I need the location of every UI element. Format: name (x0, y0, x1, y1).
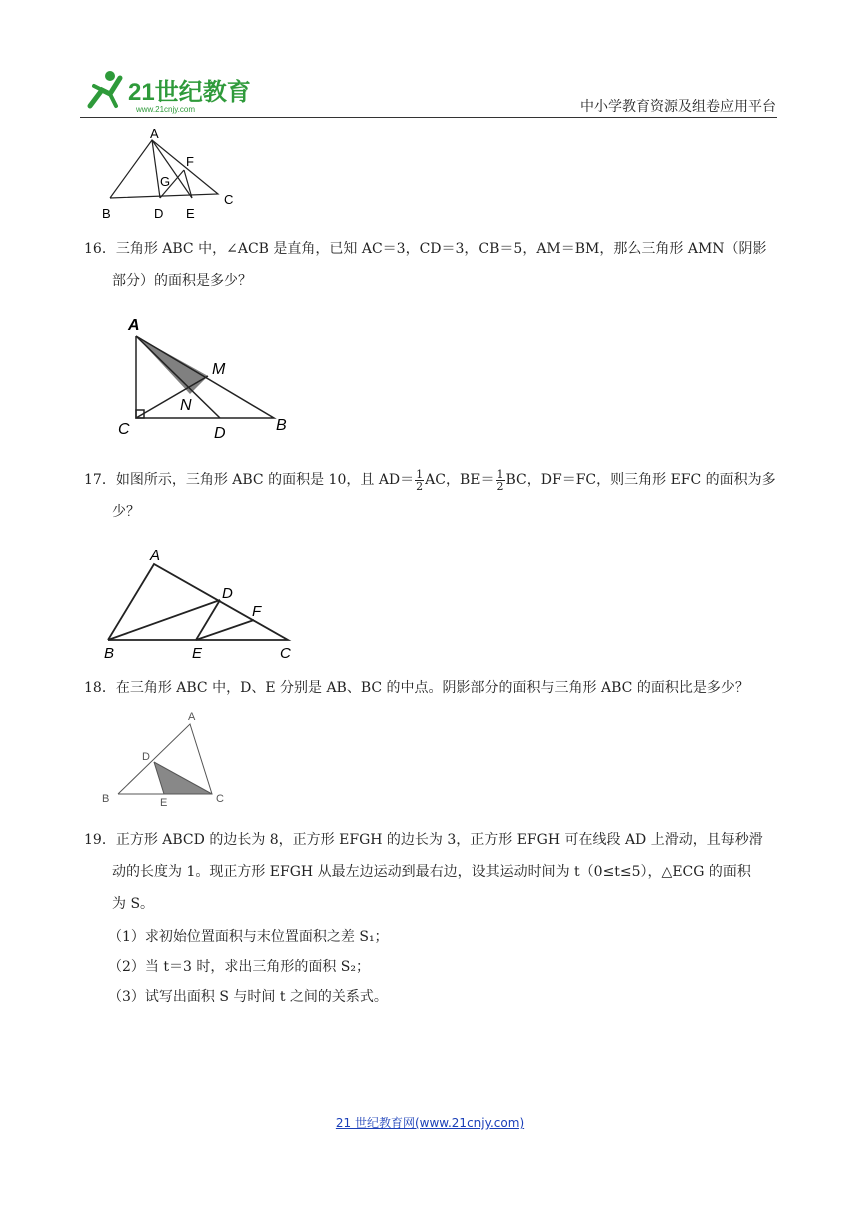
header-divider (80, 117, 777, 118)
question-18 (84, 672, 784, 704)
page-footer (0, 1114, 860, 1131)
figure-q16 (108, 306, 308, 446)
question-text: 在三角形 ABC 中，D、E 分别是 AB、BC 的中点。阴影部分的面积与三角形 ABC 的面积比是多少？ (115, 680, 749, 696)
sub-question-2: （2）当 t＝3 时，求出三角形的面积 S₂； (108, 959, 370, 975)
label-M: M (212, 361, 226, 378)
logo-url-text: www.21cnjy.com (136, 105, 195, 114)
question-19 (84, 824, 784, 920)
fraction-one-half: $\frac{1}{2}$ (496, 467, 504, 493)
label-D: D (142, 751, 150, 763)
question-number: 19． (84, 832, 116, 848)
label-E: E (160, 797, 168, 809)
label-N: N (180, 397, 192, 414)
label-F: F (252, 603, 262, 620)
question-text: BC，DF＝FC，则三角形 EFC 的面积为多 (505, 472, 776, 488)
question-text-cont: 部分）的面积是多少？ (112, 273, 252, 289)
sub-question-1: （1）求初始位置面积与末位置面积之差 S₁； (108, 929, 389, 945)
label-D: D (222, 585, 233, 602)
label-A: A (150, 547, 161, 564)
label-A: A (188, 711, 196, 723)
figure-q18 (100, 706, 240, 810)
label-F: F (186, 154, 194, 169)
label-C: C (224, 192, 234, 207)
question-text-cont: 少？ (112, 504, 140, 520)
question-text: 三角形 ABC 中，∠ACB 是直角，已知 AC＝3，CD＝3，CB＝5，AM＝BM，那么三角形 AMN（阴影 (115, 241, 767, 257)
question-19-parts (108, 922, 389, 1012)
label-B: B (276, 417, 287, 434)
question-number: 18． (84, 680, 116, 696)
fraction-one-half: $\frac{1}{2}$ (416, 467, 424, 493)
site-logo (80, 68, 250, 116)
figure-q17 (100, 544, 300, 664)
label-G: G (160, 174, 171, 189)
label-D: D (214, 425, 226, 442)
label-A: A (128, 317, 140, 334)
question-number: 17． (84, 472, 116, 488)
label-C: C (280, 645, 291, 662)
question-text-cont: 为 S。 (112, 896, 155, 912)
question-text-cont: 动的长度为 1。现正方形 EFGH 从最左边运动到最右边，设其运动时间为 t（0≤t≤5），△ECG 的面积 (112, 864, 751, 880)
label-B: B (102, 206, 111, 221)
question-number: 16． (84, 241, 116, 257)
question-16 (84, 233, 784, 297)
footer-link[interactable]: 21 世纪教育网(www.21cnjy.com) (335, 1116, 525, 1130)
platform-title: 中小学教育资源及组卷应用平台 (580, 99, 776, 115)
sub-question-3: （3）试写出面积 S 与时间 t 之间的关系式。 (108, 989, 388, 1005)
label-E: E (186, 206, 195, 221)
logo-runner-icon (80, 68, 250, 116)
label-D: D (154, 206, 164, 221)
label-B: B (104, 645, 115, 662)
figure-q15 (100, 128, 250, 224)
label-C: C (216, 793, 224, 805)
label-E: E (192, 645, 203, 662)
question-17 (84, 464, 784, 528)
label-A: A (150, 128, 159, 141)
question-text: 如图所示，三角形 ABC 的面积是 10，且 AD＝ (115, 472, 415, 488)
label-C: C (118, 421, 130, 438)
question-text: AC，BE＝ (425, 472, 495, 488)
question-text: 正方形 ABCD 的边长为 8，正方形 EFGH 的边长为 3，正方形 EFGH 可在线段 AD 上滑动，且每秒滑 (115, 832, 763, 848)
label-B: B (102, 793, 110, 805)
logo-text: 21世纪教育 (128, 79, 250, 106)
